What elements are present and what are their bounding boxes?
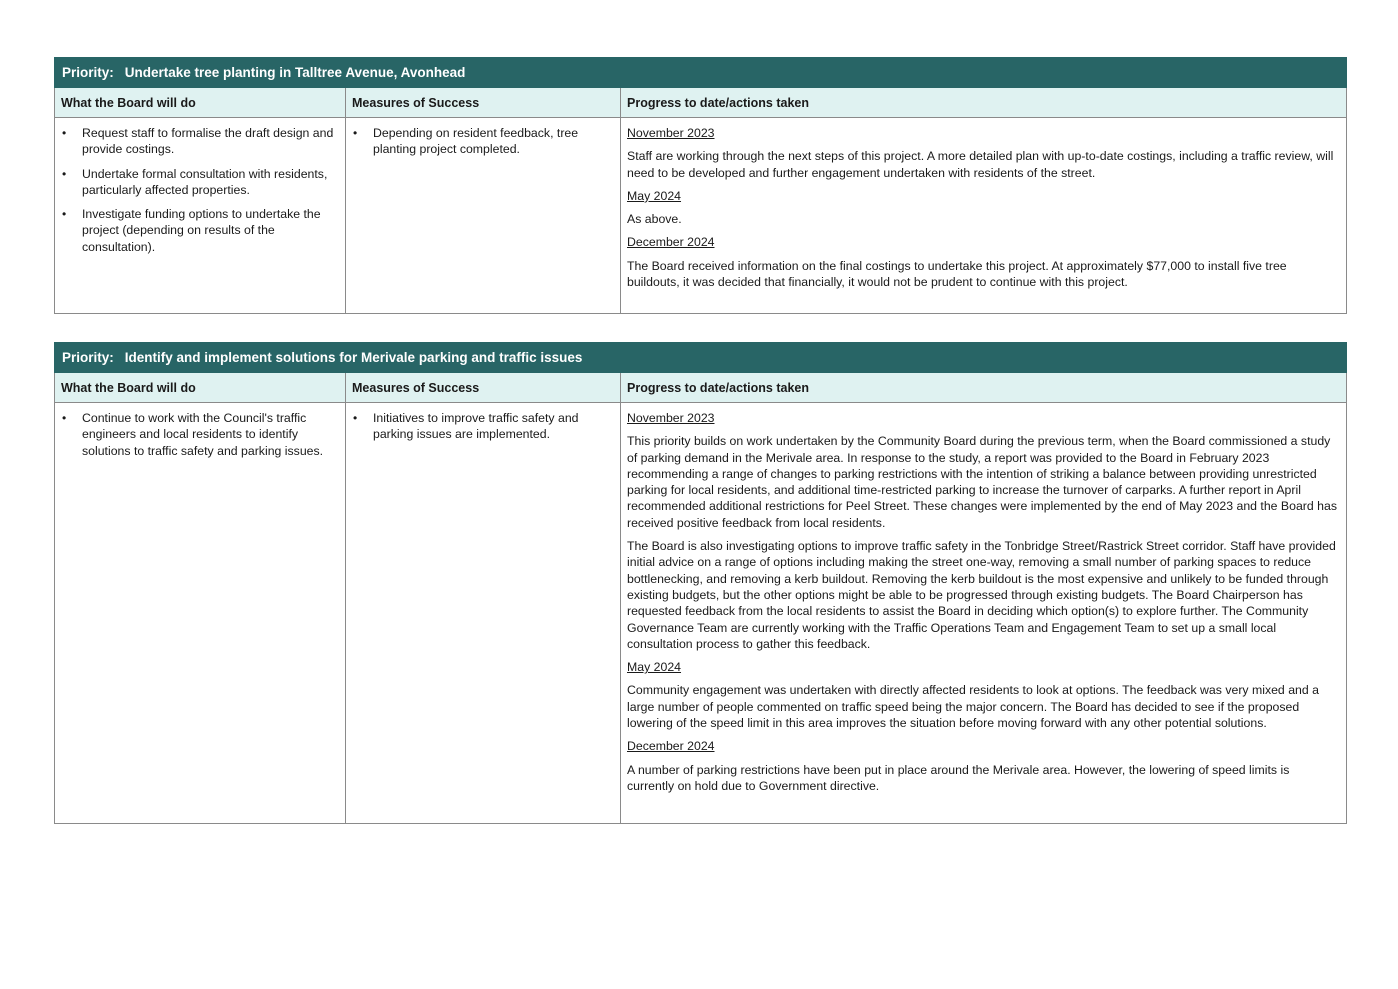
list-item: • Investigate funding options to undertake the project (depending on results of the consultation). (61, 206, 338, 255)
progress-date: November 2023 (627, 411, 715, 425)
priority-title-row (55, 343, 1347, 373)
measures-cell (346, 118, 621, 314)
priority-title-row (55, 58, 1347, 88)
column-header-board-actions: What the Board will do (55, 373, 346, 403)
progress-date: December 2024 (627, 739, 715, 754)
priority-label: Priority: (62, 65, 114, 80)
progress-text: A number of parking restrictions have been put in place around the Merivale area. However, the lowering of speed limits is currently on hold due to Government directive. (627, 762, 1290, 793)
priority-title-cell (55, 58, 1347, 88)
board-actions-list (61, 410, 338, 459)
progress-text: As above. (627, 212, 682, 227)
progress-date: May 2024 (627, 660, 682, 675)
list-item: • Undertake formal consultation with residents, particularly affected properties. (61, 166, 338, 199)
progress-text: Staff are working through the next steps of this project. A more detailed plan with up-to-date costings, including a traffic review, will need to be developed and further engagement undertaken with residents of the street. (627, 149, 1334, 180)
measures-cell (346, 403, 621, 824)
column-header-progress: Progress to date/actions taken (621, 88, 1347, 118)
progress-cell (621, 403, 1347, 824)
board-actions-cell (55, 118, 346, 314)
priority-label: Priority: (62, 350, 114, 365)
priority-table-tree-planting (54, 57, 1347, 314)
priority-table-merivale-parking (54, 342, 1347, 824)
progress-date: November 2023 (627, 126, 715, 140)
column-header-board-actions: What the Board will do (55, 88, 346, 118)
list-item: • Initiatives to improve traffic safety and parking issues are implemented. (352, 410, 613, 443)
column-header-progress: Progress to date/actions taken (621, 373, 1347, 403)
column-header-measures: Measures of Success (346, 88, 621, 118)
measures-list (352, 410, 613, 443)
column-header-row (55, 373, 1347, 403)
board-actions-list (61, 125, 338, 255)
content-row (55, 118, 1347, 314)
progress-date: May 2024 (627, 188, 682, 203)
column-header-row (55, 88, 1347, 118)
priority-title-cell (55, 343, 1347, 373)
progress-cell (621, 118, 1347, 314)
content-row (55, 403, 1347, 824)
priority-title: Identify and implement solutions for Merivale parking and traffic issues (124, 350, 583, 365)
list-item: • Request staff to formalise the draft design and provide costings. (61, 125, 338, 158)
measures-list (352, 125, 613, 158)
priority-title: Undertake tree planting in Talltree Avenue, Avonhead (124, 65, 466, 80)
board-actions-cell (55, 403, 346, 824)
progress-text: The Board received information on the final costings to undertake this project. At approximately $77,000 to install five tree buildouts, it was decided that financially, it would not be prudent to continue with this project. (627, 258, 1287, 290)
progress-text: The Board is also investigating options to improve traffic safety in the Tonbridge Street/Rastrick Street corridor. Staff have provided initial advice on a range of options including making the street one-way, removing a small number of parking spaces to reduce bottlenecking, and removing a kerb buildout. Removing the kerb buildout is the most expensive and unlikely to be funded through existing budgets, but the other options might be able to be progressed through existing budgets. The Board Chairperson has requested feedback from the local residents to assist the Board in deciding which option(s) to explore further. The Community Governance Team are currently working with the Traffic Operations Team and Engagement Team to set up a small local consultation process to gather this feedback. (627, 539, 1336, 651)
list-item: • Depending on resident feedback, tree planting project completed. (352, 125, 613, 158)
progress-date: December 2024 (627, 235, 715, 250)
progress-text: This priority builds on work undertaken by the Community Board during the previous term, when the Board commissioned a study of parking demand in the Merivale area. In response to the study, a report was provided to the Board in February 2023 recommending a range of changes to parking restrictions with the intention of striking a balance between providing unrestricted parking for local residents, and additional time-restricted parking to increase the turnover of carparks. A further report in April recommended additional restrictions for Peel Street. These changes were implemented by the end of May 2023 and the Board has received positive feedback from local residents. (627, 434, 1337, 530)
list-item: • Continue to work with the Council's traffic engineers and local residents to identify solutions to traffic safety and parking issues. (61, 410, 338, 459)
progress-text: Community engagement was undertaken with directly affected residents to look at options. The feedback was very mixed and a large number of people commented on traffic speed being the major concern. The Board has decided to see if the proposed lowering of the speed limit in this area improves the situation before moving forward with any other potential solutions. (627, 683, 1319, 731)
column-header-measures: Measures of Success (346, 373, 621, 403)
